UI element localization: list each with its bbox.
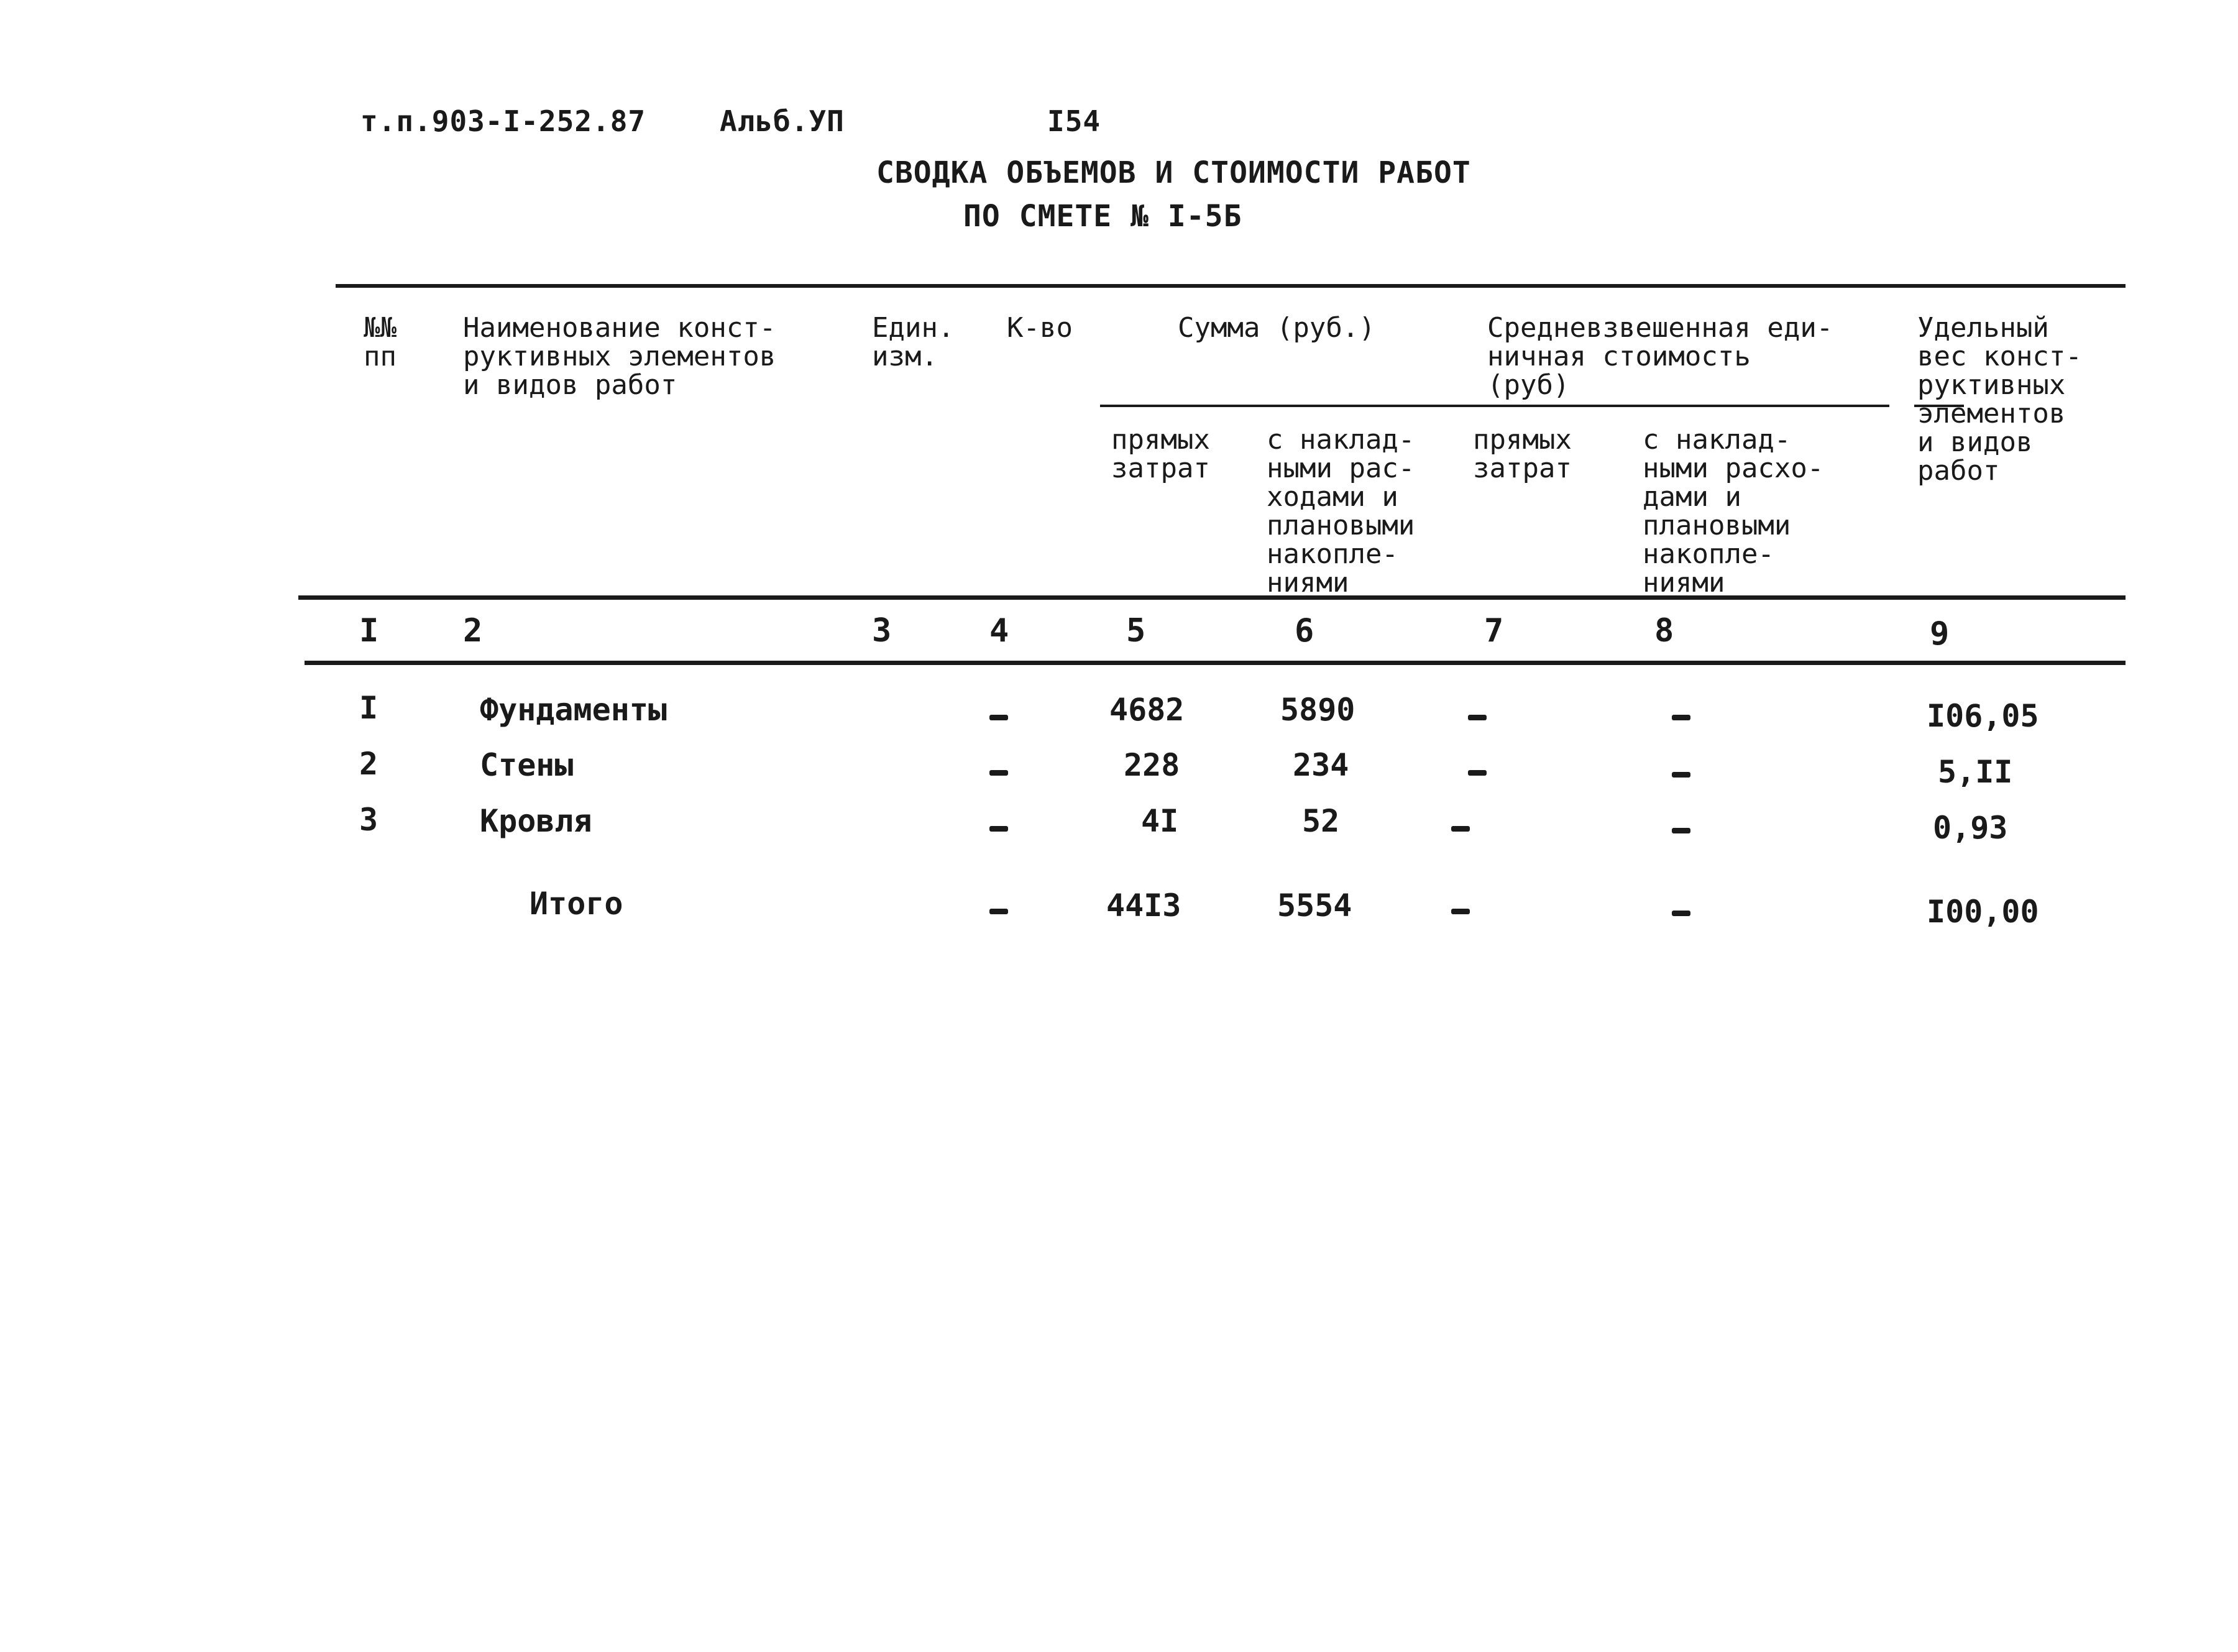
document-code: т.п.903-I-252.87 (360, 104, 646, 138)
row-name: Кровля (480, 803, 592, 839)
col-header-direct: прямых затрат (1111, 424, 1210, 484)
col-number-3: 3 (872, 612, 892, 649)
col-header-avg-direct: прямых затрат (1473, 424, 1572, 484)
row-avg-direct-dash (1468, 715, 1487, 720)
col-header-name: Наименование конст- руктивных элементов и видов работ (463, 312, 776, 401)
row-number: I (359, 690, 378, 726)
total-overhead: 5554 (1277, 888, 1352, 924)
row-avg-overhead-dash (1672, 828, 1690, 833)
album-number: Альб.УП (720, 104, 845, 138)
row-avg-direct-dash (1451, 826, 1470, 832)
row-number: 3 (359, 802, 378, 838)
row-overhead: 234 (1293, 747, 1349, 783)
row-weight: 0,93 (1933, 810, 2008, 846)
row-name: Стены (480, 747, 574, 783)
col-number-6: 6 (1295, 612, 1314, 649)
table-top-rule (336, 284, 2126, 288)
row-weight: 5,II (1938, 754, 2013, 790)
row-qty-dash (989, 715, 1008, 720)
row-weight: I06,05 (1927, 698, 2039, 734)
col-header-sum-group: Сумма (руб.) (1178, 312, 1375, 344)
row-overhead: 5890 (1280, 692, 1355, 728)
row-overhead: 52 (1302, 803, 1340, 839)
total-avg-direct-dash (1451, 909, 1470, 914)
row-avg-overhead-dash (1672, 715, 1690, 720)
col-header-qty: К-во (1007, 312, 1073, 344)
col-number-5: 5 (1126, 612, 1146, 649)
col-header-weight: Удельный вес конст- руктивных элементов и видов работ (1917, 312, 2082, 487)
row-direct: 228 (1124, 747, 1180, 783)
row-qty-dash (989, 826, 1008, 832)
col-number-7: 7 (1484, 612, 1504, 649)
col-header-unit: Един. изм. (872, 312, 955, 372)
header-bottom-rule (298, 595, 2126, 600)
total-avg-overhead-dash (1672, 911, 1690, 916)
row-avg-overhead-dash (1672, 772, 1690, 778)
col-number-1: I (359, 612, 379, 649)
col-number-8: 8 (1654, 612, 1674, 649)
numbering-bottom-rule (305, 661, 2126, 665)
col-header-avg-group: Средневзвешенная еди- ничная стоимость (руб) (1487, 312, 1833, 401)
col-header-number: №№ пп (364, 312, 397, 372)
row-direct: 4I (1141, 803, 1179, 839)
total-label: Итого (530, 886, 623, 922)
col-header-overhead: с наклад- ными рас- ходами и плановыми накопле- ниями (1267, 424, 1415, 599)
row-name: Фундаменты (480, 692, 667, 728)
col-number-2: 2 (463, 612, 483, 649)
row-direct: 4682 (1109, 692, 1185, 728)
row-avg-direct-dash (1468, 770, 1487, 776)
page-number: I54 (1047, 104, 1101, 138)
total-weight: I00,00 (1927, 894, 2039, 930)
total-direct: 44I3 (1106, 888, 1181, 924)
total-qty-dash (989, 909, 1008, 914)
page-title: СВОДКА ОБЪЕМОВ И СТОИМОСТИ РАБОТ (876, 155, 1471, 190)
col-number-9: 9 (1930, 615, 1950, 653)
row-number: 2 (359, 746, 378, 782)
row-qty-dash (989, 770, 1008, 776)
col-header-avg-overhead: с наклад- ными расхо- дами и плановыми накопле- ниями (1643, 424, 1824, 599)
col-number-4: 4 (989, 612, 1009, 649)
sum-group-rule (1100, 405, 1889, 407)
page-subtitle: ПО СМЕТЕ № I-5Б (963, 199, 1242, 234)
